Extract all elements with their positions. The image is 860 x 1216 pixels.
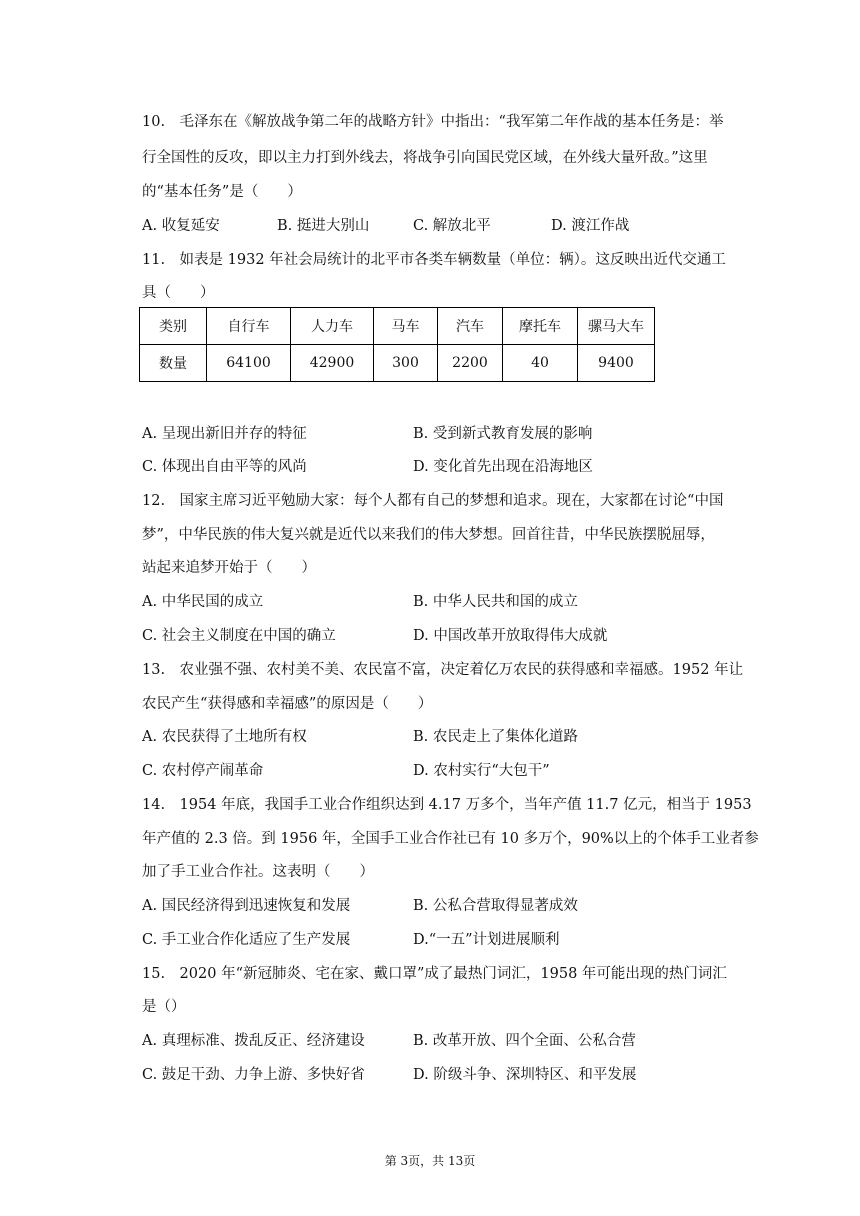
question-12-line-3: 站起来追梦开始于（ ）	[142, 560, 316, 576]
question-10-line-1: 10. 毛泽东在《解放战争第二年的战略方针》中指出：“我军第二年作战的基本任务是：举	[142, 114, 724, 130]
table-cell: 摩托车	[503, 308, 578, 345]
question-14-line-2: 年产值的 2.3 倍。到 1956 年，全国手工业合作社已有 10 多万个，90%以上的个体手工业者参	[142, 831, 759, 847]
question-10-option-a: A. 收复延安	[142, 218, 220, 234]
table-cell: 数量	[140, 345, 207, 382]
question-15-option-a: A. 真理标准、拨乱反正、经济建设	[142, 1033, 365, 1049]
question-13-option-d: D. 农村实行“大包干”	[413, 763, 550, 779]
table-cell: 类别	[140, 308, 207, 345]
question-12-line-1: 12. 国家主席习近平勉励大家：每个人都有自己的梦想和追求。现在，大家都在讨论“中国	[142, 493, 724, 509]
question-10-line-3: 的“基本任务”是（ ）	[142, 184, 302, 200]
question-11-line-1: 11. 如表是 1932 年社会局统计的北平市各类车辆数量（单位：辆）。这反映出近代交通工	[142, 252, 726, 268]
table-cell: 汽车	[438, 308, 503, 345]
table-cell: 马车	[374, 308, 438, 345]
question-12-line-2: 梦”，中华民族的伟大复兴就是近代以来我们的伟大梦想。回首往昔，中华民族摆脱屈辱，	[142, 527, 715, 543]
table-cell: 人力车	[291, 308, 374, 345]
question-15-option-b: B. 改革开放、四个全面、公私合营	[413, 1033, 636, 1049]
question-10-option-c: C. 解放北平	[413, 218, 491, 234]
question-14-option-a: A. 国民经济得到迅速恢复和发展	[142, 898, 351, 914]
question-10-option-b: B. 挺进大别山	[277, 218, 370, 234]
question-15-option-c: C. 鼓足干劲、力争上游、多快好省	[142, 1067, 365, 1083]
table-header-row	[140, 308, 655, 345]
question-11-option-d: D. 变化首先出现在沿海地区	[413, 459, 593, 475]
question-14-option-c: C. 手工业合作化适应了生产发展	[142, 932, 351, 948]
table-cell: 自行车	[207, 308, 291, 345]
question-14-option-b: B. 公私合营取得显著成效	[413, 898, 578, 914]
question-11-option-a: A. 呈现出新旧并存的特征	[142, 426, 307, 442]
question-14-option-d: D.“一五”计划进展顺利	[413, 932, 560, 948]
question-11-line-2: 具（ ）	[142, 285, 215, 301]
question-13-option-c: C. 农村停产闹革命	[142, 763, 264, 779]
question-11-option-c: C. 体现出自由平等的风尚	[142, 459, 307, 475]
table-cell: 9400	[578, 345, 655, 382]
question-12-option-b: B. 中华人民共和国的成立	[413, 594, 578, 610]
question-13-option-a: A. 农民获得了土地所有权	[142, 729, 307, 745]
question-10-line-2: 行全国性的反攻，即以主力打到外线去，将战争引向国民党区域，在外线大量歼敌。”这里	[142, 150, 708, 166]
table-cell: 300	[374, 345, 438, 382]
question-12-option-d: D. 中国改革开放取得伟大成就	[413, 628, 608, 644]
vehicle-count-table	[139, 307, 655, 382]
table-cell: 42900	[291, 345, 374, 382]
page-footer: 第 3页，共 13页	[384, 1154, 476, 1168]
question-13-line-1: 13. 农业强不强、农村美不美、农民富不富，决定着亿万农民的获得感和幸福感。1952 年让	[142, 662, 744, 678]
table-cell: 40	[503, 345, 578, 382]
table-cell: 2200	[438, 345, 503, 382]
question-11-option-b: B. 受到新式教育发展的影响	[413, 426, 593, 442]
question-12-option-c: C. 社会主义制度在中国的确立	[142, 628, 336, 644]
question-15-line-2: 是（）	[142, 999, 186, 1015]
question-15-line-1: 15. 2020 年“新冠肺炎、宅在家、戴口罩”成了最热门词汇，1958 年可能出现的热门词汇	[142, 966, 727, 982]
table-row	[140, 345, 655, 382]
question-14-line-3: 加了手工业合作社。这表明（ ）	[142, 864, 374, 880]
table-cell: 骡马大车	[578, 308, 655, 345]
question-13-line-2: 农民产生“获得感和幸福感”的原因是（ ）	[142, 696, 433, 712]
question-12-option-a: A. 中华民国的成立	[142, 594, 264, 610]
question-10-option-d: D. 渡江作战	[551, 218, 630, 234]
question-14-line-1: 14. 1954 年底，我国手工业合作组织达到 4.17 万多个，当年产值 11.7 亿元，相当于 1953	[142, 797, 752, 813]
question-15-option-d: D. 阶级斗争、深圳特区、和平发展	[413, 1067, 637, 1083]
question-13-option-b: B. 农民走上了集体化道路	[413, 729, 578, 745]
table-cell: 64100	[207, 345, 291, 382]
